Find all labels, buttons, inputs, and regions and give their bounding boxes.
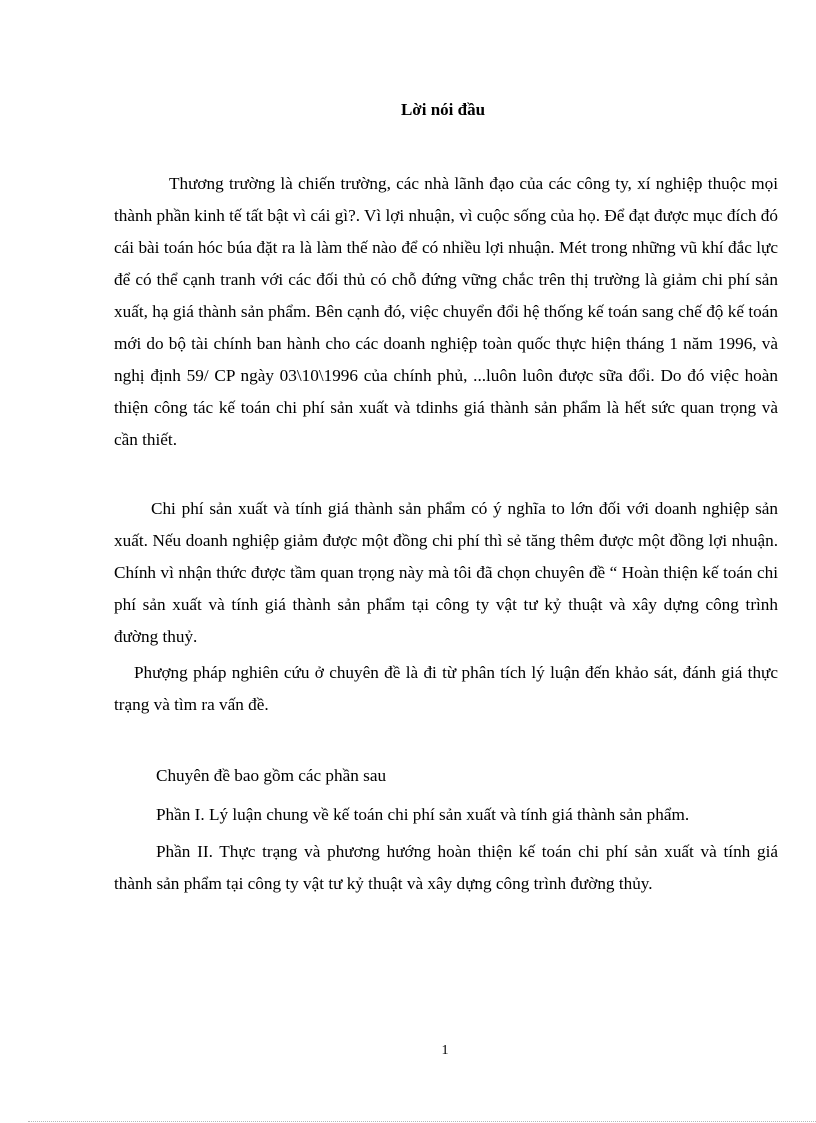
page-bottom-border xyxy=(28,1121,816,1122)
page-title: Lời nói đầu xyxy=(400,100,486,119)
section-part-one: Phần I. Lý luận chung về kế toán chi phí sản xuất và tính giá thành sản phẩm. xyxy=(156,805,690,824)
page-number: 1 xyxy=(441,1043,449,1058)
section-part-two: Phần II. Thực trạng và phương hướng hoàn thiện kế toán chi phí sản xuất và tính giá thành sản phẩm tại công ty vật tư kỷ thuật và xây dựng công trình đường thủy. xyxy=(114,842,778,893)
sections-heading: Chuyên đề bao gồm các phần sau xyxy=(156,766,387,785)
intro-paragraph-costing: Chi phí sản xuất và tính giá thành sản phẩm có ý nghĩa to lớn đối với doanh nghiệp sản xuất. Nếu doanh nghiệp giảm được một đồng chi phí thì sẻ tăng thêm được một đồng lợi nhuận. Chính vì nhận thức được tầm quan trọng này mà tôi đã chọn chuyên đề “ Hoàn thiện kế toán chi phí sản xuất và tính giá thành sản phẩm tại công ty vật tư kỷ thuật và xây dựng công trình đường thuỷ. xyxy=(114,499,778,646)
intro-paragraph-method: Phượng pháp nghiên cứu ở chuyên đề là đi từ phân tích lý luận đến khảo sát, đánh giá thực trạng và tìm ra vấn đề. xyxy=(114,663,778,714)
intro-paragraph-market: Thương trường là chiến trường, các nhà lãnh đạo của các công ty, xí nghiệp thuộc mọi thành phần kinh tế tất bật vì cái gì?. Vì lợi nhuận, vì cuộc sống của họ. Để đạt được mục đích đó cái bài toán hóc búa đặt ra là làm thế nào để có nhiều lợi nhuận. Mét trong những vũ khí đắc lực để có thể cạnh tranh với các đối thủ có chỗ đứng vững chắc trên thị trường là giảm chi phí sản xuất, hạ giá thành sản phẩm. Bên cạnh đó, việc chuyển đổi hệ thống kế toán sang chế độ kế toán mới do bộ tài chính ban hành cho các doanh nghiệp toàn quốc thực hiện tháng 1 năm 1996, và nghị định 59/ CP ngày 03\10\1996 của chính phủ, ...luôn luôn được sữa đổi. Do đó việc hoàn thiện công tác kế toán chi phí sản xuất và tdinhs giá thành sản phẩm là hết sức quan trọng và cần thiết. xyxy=(114,174,778,449)
